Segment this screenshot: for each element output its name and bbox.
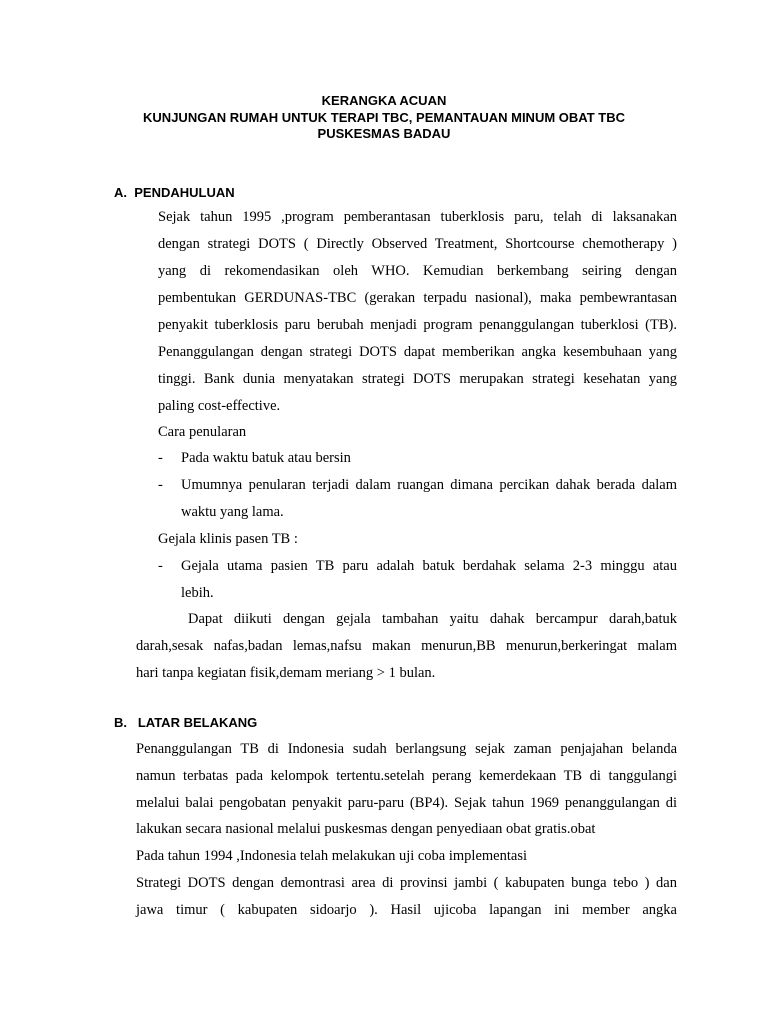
section-b-heading: B. LATAR BELAKANG [114,715,258,730]
paragraph-line: Dapat diikuti dengan gejala tambahan yaitu dahak bercampur darah,batuk [188,611,677,627]
document-title: KERANGKA ACUAN [321,93,447,108]
document-institution: PUSKESMAS BADAU [317,126,451,141]
paragraph-line: jawa timur ( kabupaten sidoarjo ). Hasil ujicoba lapangan ini member angka [136,902,677,918]
cara-penularan-label: Cara penularan [158,424,247,440]
list-item-continuation: waktu yang lama. [181,504,284,520]
bullet-dash: - [158,450,163,466]
paragraph-line: paling cost-effective. [158,398,281,414]
list-item: Pada waktu batuk atau bersin [181,450,351,466]
paragraph-line: Strategi DOTS dengan demontrasi area di provinsi jambi ( kabupaten bunga tebo ) dan [136,875,677,891]
paragraph-line: dengan strategi DOTS ( Directly Observed Treatment, Shortcourse chemotherapy ) [158,236,677,252]
paragraph-line: Penanggulangan dengan strategi DOTS dapat memberikan angka kesembuhaan yang [158,344,677,360]
document-subtitle: KUNJUNGAN RUMAH UNTUK TERAPI TBC, PEMANTAUAN MINUM OBAT TBC [143,110,625,125]
paragraph-line: yang di rekomendasikan oleh WHO. Kemudian berkembang seiring dengan [158,263,677,279]
bullet-dash: - [158,558,163,574]
paragraph-line: Penanggulangan TB di Indonesia sudah berlangsung sejak zaman penjajahan belanda [136,741,677,757]
list-item: Gejala utama pasien TB paru adalah batuk berdahak selama 2-3 minggu atau [181,558,677,574]
bullet-dash: - [158,477,163,493]
paragraph-line: Sejak tahun 1995 ,program pemberantasan tuberklosis paru, telah di laksanakan [158,209,677,225]
paragraph-line: hari tanpa kegiatan fisik,demam meriang > 1 bulan. [136,665,436,681]
paragraph-line: pembentukan GERDUNAS-TBC (gerakan terpadu nasional), maka pembewrantasan [158,290,677,306]
paragraph-line: darah,sesak nafas,badan lemas,nafsu makan menurun,BB menurun,berkeringat malam [136,638,677,654]
section-a-heading: A. PENDAHULUAN [114,185,235,200]
paragraph-line: penyakit tuberklosis paru berubah menjadi program penanggulangan tuberklosi (TB). [158,317,677,333]
list-item: Umumnya penularan terjadi dalam ruangan dimana percikan dahak berada dalam [181,477,677,493]
paragraph-line: tinggi. Bank dunia menyatakan strategi DOTS merupakan strategi kesehatan yang [158,371,677,387]
paragraph-line: melalui balai pengobatan penyakit paru-paru (BP4). Sejak tahun 1969 penanggulangan di [136,795,677,811]
gejala-klinis-label: Gejala klinis pasen TB : [158,531,298,547]
list-item-continuation: lebih. [181,585,214,601]
paragraph-line: lakukan secara nasional melalui puskesmas dengan penyediaan obat gratis.obat [136,821,596,837]
paragraph-line: Pada tahun 1994 ,Indonesia telah melakukan uji coba implementasi [136,848,527,864]
paragraph-line: namun terbatas pada kelompok tertentu.setelah perang kemerdekaan TB di tanggulangi [136,768,677,784]
